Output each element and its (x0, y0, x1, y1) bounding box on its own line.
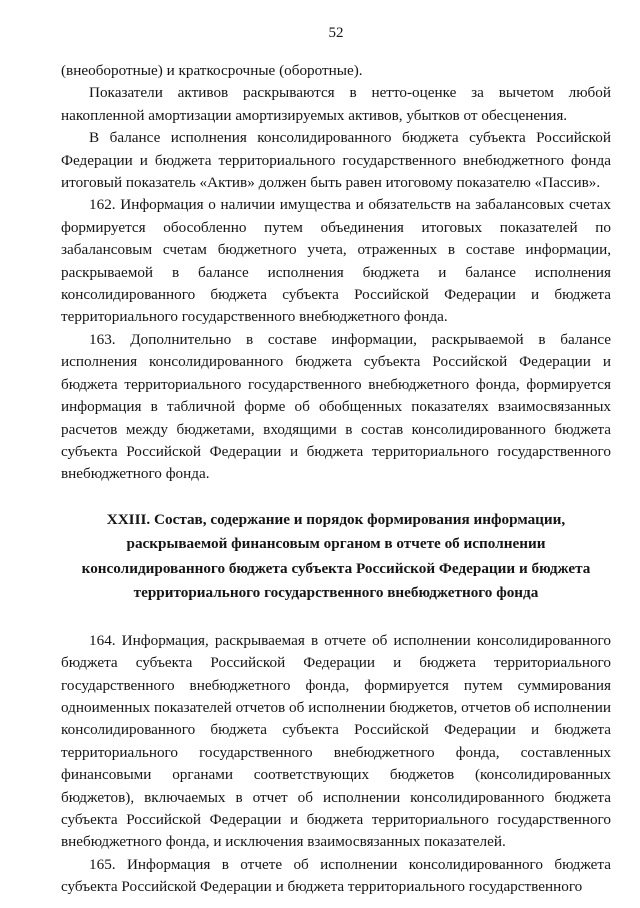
paragraph-164: 164. Информация, раскрываемая в отчете об исполнении консолидированного бюджета субъекта Российской Федерации и бюджета территориального государственного внебюджетного фонда, формируется путем суммирования одноименных показателей отчетов об исполнении бюджетов, отчетов об исполнении консолидированного бюджета субъекта Российской Федерации и бюджета территориального государственного внебюджетного фонда, составленных финансовыми органами соответствующих бюджетов (консолидированных бюджетов), включаемых в отчет об исполнении консолидированного бюджета субъекта Российской Федерации и бюджета территориального государственного внебюджетного фонда, и исключения взаимосвязанных показателей. (61, 631, 611, 851)
paragraph-163: 163. Дополнительно в составе информации, раскрываемой в балансе исполнения консолидированного бюджета субъекта Российской Федерации и бюджета территориального государственного внебюджетного фонда, формируется информация в табличной форме об обобщенных показателях взаимосвязанных расчетов между бюджетами, входящими в состав консолидированного бюджета субъекта Российской Федерации и бюджета территориального государственного внебюджетного фонда. (61, 330, 611, 483)
paragraph-165: 165. Информация в отчете об исполнении консолидированного бюджета субъекта Российской Федерации и бюджета территориального государственного (61, 855, 611, 896)
document-page (61, 24, 611, 899)
paragraph-continuation: (внеоборотные) и краткосрочные (оборотные). (61, 62, 363, 79)
section-heading-xxiii: XXIII. Состав, содержание и порядок формирования информации, раскрываемой финансовым органом в отчете об исполнении консолидированного бюджета субъекта Российской Федерации и бюджета территориального государственного внебюджетного фонда (81, 510, 591, 602)
page-number: 52 (328, 25, 344, 41)
paragraph-balance-equality: В балансе исполнения консолидированного бюджета субъекта Российской Федерации и бюджета территориального государственного внебюджетного фонда итоговый показатель «Актив» должен быть равен итоговому показателю «Пассив». (61, 129, 611, 192)
paragraph-162: 162. Информация о наличии имущества и обязательств на забалансовых счетах формируется обособленно путем объединения итоговых показателей по забалансовым счетам бюджетного учета, отраженных в составе информации, раскрываемой в балансе исполнения бюджета и балансе исполнения консолидированного бюджета субъекта Российской Федерации и бюджета территориального государственного внебюджетного фонда. (61, 196, 611, 326)
paragraph-asset-valuation: Показатели активов раскрываются в нетто-оценке за вычетом любой накопленной амортизации амортизируемых активов, убытков от обесценения. (61, 84, 611, 124)
